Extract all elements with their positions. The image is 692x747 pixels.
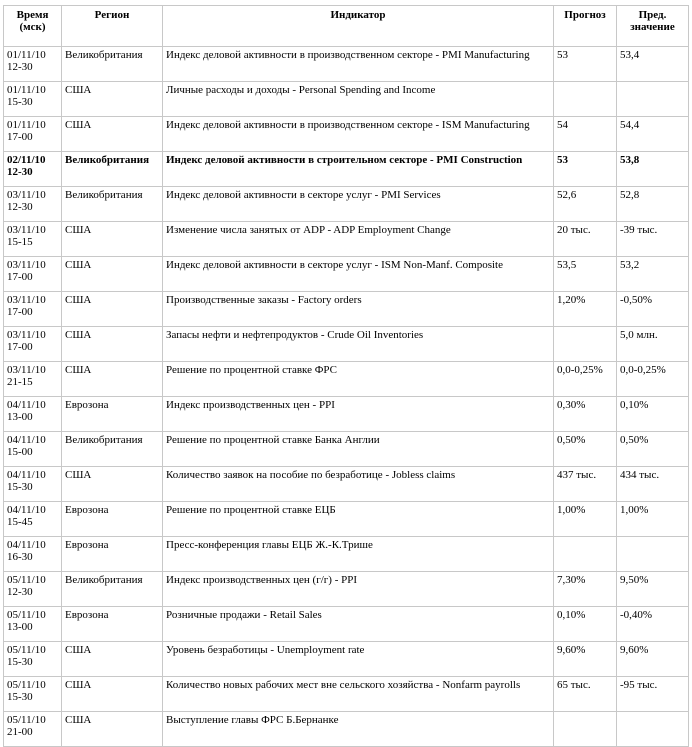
header-previous: Пред. значение — [617, 6, 689, 47]
table-row — [4, 327, 689, 362]
forecast-cell: 53 — [554, 47, 617, 82]
previous-cell: 53,8 — [617, 152, 689, 187]
previous-cell: 0,10% — [617, 397, 689, 432]
table-row — [4, 607, 689, 642]
table-row — [4, 117, 689, 152]
indicator-cell: Пресс-конференция главы ЕЦБ Ж.-К.Трише — [163, 537, 554, 572]
date-text: 03/11/10 — [7, 259, 46, 271]
indicator-cell: Изменение числа занятых от ADP - ADP Employment Change — [163, 222, 554, 257]
time-cell — [4, 257, 62, 292]
table-row — [4, 502, 689, 537]
table-row — [4, 677, 689, 712]
region-cell: Великобритания — [62, 572, 163, 607]
date-text: 03/11/10 — [7, 294, 46, 306]
region-cell: Еврозона — [62, 607, 163, 642]
forecast-cell: 65 тыс. — [554, 677, 617, 712]
region-cell: США — [62, 467, 163, 502]
table-row — [4, 572, 689, 607]
previous-cell: 434 тыс. — [617, 467, 689, 502]
time-text: 15-30 — [7, 96, 33, 108]
table-row — [4, 537, 689, 572]
date-text: 04/11/10 — [7, 504, 46, 516]
date-text: 01/11/10 — [7, 84, 46, 96]
table-row — [4, 187, 689, 222]
indicator-cell: Индекс деловой активности в секторе услуг - ISM Non-Manf. Composite — [163, 257, 554, 292]
table-body — [4, 47, 689, 747]
previous-cell: 0,50% — [617, 432, 689, 467]
time-text: 12-30 — [7, 586, 33, 598]
region-cell: Еврозона — [62, 502, 163, 537]
indicator-cell: Индекс деловой активности в производственном секторе - PMI Manufacturing — [163, 47, 554, 82]
time-text: 15-45 — [7, 516, 33, 528]
date-text: 02/11/10 — [7, 154, 46, 166]
time-cell — [4, 292, 62, 327]
forecast-cell: 9,60% — [554, 642, 617, 677]
time-text: 21-15 — [7, 376, 33, 388]
time-cell — [4, 222, 62, 257]
time-cell — [4, 677, 62, 712]
date-text: 04/11/10 — [7, 434, 46, 446]
header-region: Регион — [62, 6, 163, 47]
previous-cell: -39 тыс. — [617, 222, 689, 257]
previous-cell: -95 тыс. — [617, 677, 689, 712]
time-cell — [4, 397, 62, 432]
region-cell: США — [62, 292, 163, 327]
indicator-cell: Индекс деловой активности в секторе услуг - PMI Services — [163, 187, 554, 222]
previous-cell: 0,0-0,25% — [617, 362, 689, 397]
previous-cell: 1,00% — [617, 502, 689, 537]
forecast-cell: 52,6 — [554, 187, 617, 222]
table-row — [4, 397, 689, 432]
indicator-cell: Розничные продажи - Retail Sales — [163, 607, 554, 642]
region-cell: Великобритания — [62, 47, 163, 82]
time-cell — [4, 47, 62, 82]
time-text: 12-30 — [7, 166, 33, 178]
region-cell: Еврозона — [62, 537, 163, 572]
table-row — [4, 152, 689, 187]
forecast-cell — [554, 537, 617, 572]
table-row — [4, 222, 689, 257]
header-indicator: Индикатор — [163, 6, 554, 47]
region-cell: Великобритания — [62, 187, 163, 222]
time-cell — [4, 502, 62, 537]
previous-cell: 53,2 — [617, 257, 689, 292]
date-text: 01/11/10 — [7, 119, 46, 131]
previous-cell: -0,50% — [617, 292, 689, 327]
date-text: 04/11/10 — [7, 399, 46, 411]
table-row — [4, 642, 689, 677]
indicator-cell: Количество новых рабочих мест вне сельского хозяйства - Nonfarm payrolls — [163, 677, 554, 712]
time-text: 17-00 — [7, 341, 33, 353]
time-cell — [4, 432, 62, 467]
region-cell: США — [62, 362, 163, 397]
previous-cell: 9,60% — [617, 642, 689, 677]
header-forecast: Прогноз — [554, 6, 617, 47]
forecast-cell: 437 тыс. — [554, 467, 617, 502]
forecast-cell: 7,30% — [554, 572, 617, 607]
previous-cell: 53,4 — [617, 47, 689, 82]
time-text: 12-30 — [7, 61, 33, 73]
time-cell — [4, 152, 62, 187]
header-time: Время (мск) — [4, 6, 62, 47]
time-cell — [4, 327, 62, 362]
forecast-cell: 54 — [554, 117, 617, 152]
indicator-cell: Выступление главы ФРС Б.Бернанке — [163, 712, 554, 747]
previous-cell: 54,4 — [617, 117, 689, 152]
region-cell: США — [62, 82, 163, 117]
date-text: 05/11/10 — [7, 574, 46, 586]
time-cell — [4, 187, 62, 222]
indicator-cell: Уровень безработицы - Unemployment rate — [163, 642, 554, 677]
time-text: 16-30 — [7, 551, 33, 563]
time-text: 15-15 — [7, 236, 33, 248]
indicator-cell: Индекс деловой активности в производственном секторе - ISM Manufacturing — [163, 117, 554, 152]
region-cell: Еврозона — [62, 397, 163, 432]
time-text: 15-30 — [7, 691, 33, 703]
indicator-cell: Решение по процентной ставке ЕЦБ — [163, 502, 554, 537]
indicator-cell: Индекс производственных цен - PPI — [163, 397, 554, 432]
forecast-cell — [554, 327, 617, 362]
forecast-cell: 1,00% — [554, 502, 617, 537]
indicator-cell: Количество заявок на пособие по безработице - Jobless claims — [163, 467, 554, 502]
region-cell: США — [62, 327, 163, 362]
time-text: 13-00 — [7, 411, 33, 423]
date-text: 04/11/10 — [7, 539, 46, 551]
previous-cell — [617, 82, 689, 117]
forecast-cell: 1,20% — [554, 292, 617, 327]
time-text: 15-30 — [7, 656, 33, 668]
date-text: 04/11/10 — [7, 469, 46, 481]
table-row — [4, 292, 689, 327]
date-text: 05/11/10 — [7, 644, 46, 656]
previous-cell: 52,8 — [617, 187, 689, 222]
date-text: 05/11/10 — [7, 609, 46, 621]
forecast-cell: 53 — [554, 152, 617, 187]
time-cell — [4, 82, 62, 117]
indicator-cell: Решение по процентной ставке Банка Англии — [163, 432, 554, 467]
previous-cell: -0,40% — [617, 607, 689, 642]
previous-cell — [617, 537, 689, 572]
region-cell: Великобритания — [62, 432, 163, 467]
time-cell — [4, 572, 62, 607]
region-cell: США — [62, 712, 163, 747]
time-text: 17-00 — [7, 306, 33, 318]
time-cell — [4, 537, 62, 572]
time-text: 15-30 — [7, 481, 33, 493]
indicator-cell: Запасы нефти и нефтепродуктов - Crude Oil Inventories — [163, 327, 554, 362]
table-row — [4, 362, 689, 397]
time-text: 12-30 — [7, 201, 33, 213]
forecast-cell: 20 тыс. — [554, 222, 617, 257]
region-cell: США — [62, 677, 163, 712]
economic-calendar-table — [3, 5, 689, 747]
time-cell — [4, 642, 62, 677]
table-row — [4, 432, 689, 467]
time-cell — [4, 467, 62, 502]
time-text: 21-00 — [7, 726, 33, 738]
forecast-cell: 53,5 — [554, 257, 617, 292]
indicator-cell: Индекс деловой активности в строительном секторе - PMI Construction — [163, 152, 554, 187]
table-row — [4, 467, 689, 502]
date-text: 05/11/10 — [7, 714, 46, 726]
previous-cell: 5,0 млн. — [617, 327, 689, 362]
date-text: 03/11/10 — [7, 329, 46, 341]
table-row — [4, 47, 689, 82]
previous-cell — [617, 712, 689, 747]
table-row — [4, 712, 689, 747]
forecast-cell — [554, 712, 617, 747]
region-cell: США — [62, 222, 163, 257]
time-cell — [4, 712, 62, 747]
indicator-cell: Индекс производственных цен (г/г) - PPI — [163, 572, 554, 607]
date-text: 05/11/10 — [7, 679, 46, 691]
date-text: 01/11/10 — [7, 49, 46, 61]
time-text: 15-00 — [7, 446, 33, 458]
date-text: 03/11/10 — [7, 224, 46, 236]
forecast-cell: 0,10% — [554, 607, 617, 642]
time-cell — [4, 117, 62, 152]
forecast-cell: 0,50% — [554, 432, 617, 467]
forecast-cell: 0,30% — [554, 397, 617, 432]
date-text: 03/11/10 — [7, 364, 46, 376]
region-cell: Великобритания — [62, 152, 163, 187]
indicator-cell: Решение по процентной ставке ФРС — [163, 362, 554, 397]
time-text: 17-00 — [7, 271, 33, 283]
date-text: 03/11/10 — [7, 189, 46, 201]
table-row — [4, 257, 689, 292]
region-cell: США — [62, 642, 163, 677]
indicator-cell: Личные расходы и доходы - Personal Spending and Income — [163, 82, 554, 117]
time-text: 13-00 — [7, 621, 33, 633]
time-text: 17-00 — [7, 131, 33, 143]
forecast-cell — [554, 82, 617, 117]
time-cell — [4, 607, 62, 642]
time-cell — [4, 362, 62, 397]
previous-cell: 9,50% — [617, 572, 689, 607]
forecast-cell: 0,0-0,25% — [554, 362, 617, 397]
table-row — [4, 82, 689, 117]
region-cell: США — [62, 117, 163, 152]
region-cell: США — [62, 257, 163, 292]
header-row — [4, 6, 689, 47]
indicator-cell: Производственные заказы - Factory orders — [163, 292, 554, 327]
